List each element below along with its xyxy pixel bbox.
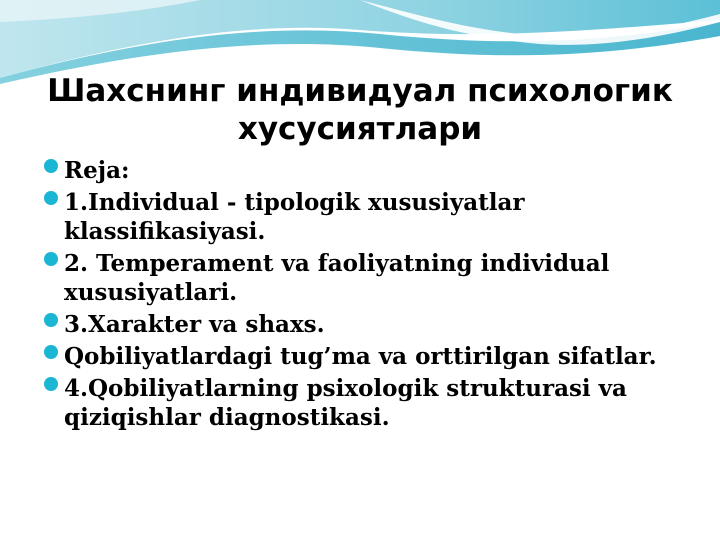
bullet-item: [44, 342, 684, 371]
bullet-text: 4.Qobiliyatlarning psixologik strukturasi va qiziqishlar diagnostikasi.: [64, 375, 627, 431]
bullet-item: [44, 374, 684, 432]
bullet-dot-icon: [44, 191, 58, 205]
slide-title-line-1: Шахснинг индивидуал психологик: [47, 73, 673, 109]
bullet-dot-icon: [44, 313, 58, 327]
bullet-item: [44, 249, 684, 307]
bullet-item: [44, 156, 684, 185]
bullet-list: [44, 156, 684, 435]
bullet-dot-icon: [44, 377, 58, 391]
bullet-text: 2. Temperament va faoliyatning individual xususiyatlari.: [64, 250, 610, 306]
slide-title-line-2: хусусиятлари: [237, 111, 483, 147]
bullet-item: [44, 188, 684, 246]
bullet-text: 3.Xarakter va shaxs.: [64, 311, 325, 338]
bullet-item: [44, 310, 684, 339]
bullet-dot-icon: [44, 345, 58, 359]
bullet-dot-icon: [44, 252, 58, 266]
bullet-text: 1.Individual - tipologik xususiyatlar klassifikasiyasi.: [64, 189, 525, 245]
bullet-dot-icon: [44, 159, 58, 173]
slide-title: [20, 72, 700, 148]
bullet-text: Reja:: [64, 157, 130, 184]
bullet-text: Qobiliyatlardagi tug’ma va orttirilgan sifatlar.: [64, 343, 657, 370]
